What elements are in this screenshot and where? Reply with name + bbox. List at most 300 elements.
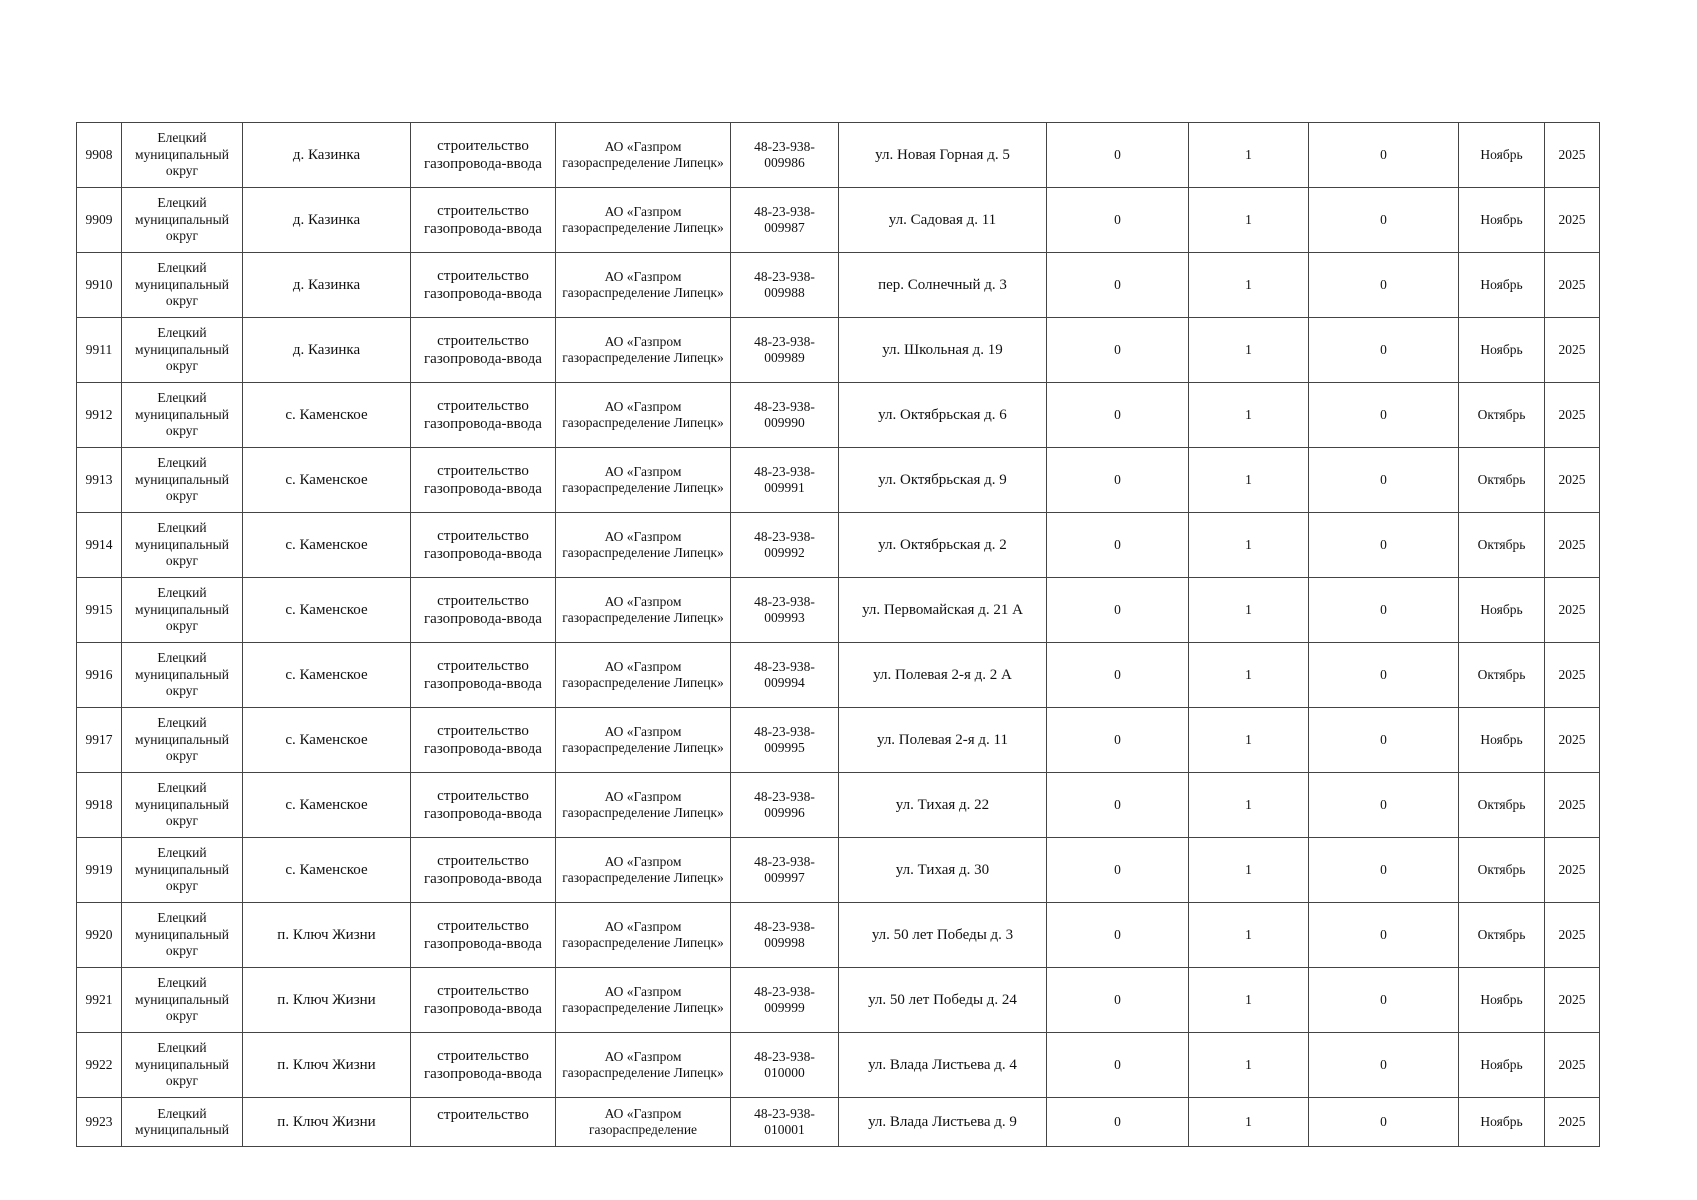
cell-value-2: [1189, 708, 1309, 773]
cell-value-2-text: 1: [1245, 536, 1252, 552]
cell-work-type-text: строительство газопровода-ввода: [424, 528, 542, 562]
cell-work-type-text: строительство газопровода-ввода: [424, 658, 542, 692]
cell-year: [1545, 773, 1600, 838]
cell-year-text: 2025: [1558, 146, 1586, 162]
cell-month-text: Ноябрь: [1480, 211, 1523, 227]
cell-district: [122, 643, 243, 708]
table-row: [77, 513, 1600, 578]
cell-value-3: [1309, 773, 1459, 838]
cell-object-code-text: 48-23-938-009996: [754, 788, 815, 820]
cell-address: [839, 253, 1047, 318]
cell-value-1: [1047, 513, 1189, 578]
cell-district: [122, 383, 243, 448]
cell-district-text: Елецкий муниципальный округ: [135, 650, 229, 699]
cell-object-code: [731, 578, 839, 643]
cell-value-3-text: 0: [1380, 601, 1387, 617]
cell-district-text: Елецкий муниципальный округ: [135, 390, 229, 439]
cell-row-number-text: 9909: [85, 211, 113, 227]
cell-row-number-text: 9921: [85, 991, 113, 1007]
cell-year-text: 2025: [1558, 406, 1586, 422]
cell-row-number-text: 9919: [85, 861, 113, 877]
cell-value-1: [1047, 123, 1189, 188]
table-row: [77, 643, 1600, 708]
cell-year: [1545, 253, 1600, 318]
cell-object-code-text: 48-23-938-009992: [754, 528, 815, 560]
cell-year-text: 2025: [1558, 1056, 1586, 1072]
cell-district-text: Елецкий муниципальный округ: [135, 585, 229, 634]
cell-locality-text: д. Казинка: [292, 147, 361, 163]
cell-work-type-text: строительство: [437, 1106, 529, 1123]
cell-row-number: [77, 838, 122, 903]
cell-locality-text: п. Ключ Жизни: [277, 1114, 376, 1130]
cell-value-2-text: 1: [1245, 341, 1252, 357]
cell-value-3: [1309, 318, 1459, 383]
cell-row-number: [77, 188, 122, 253]
cell-value-2-text: 1: [1245, 991, 1252, 1007]
cell-month: [1459, 253, 1545, 318]
cell-organization: [556, 513, 731, 578]
table-row: [77, 123, 1600, 188]
cell-object-code: [731, 643, 839, 708]
cell-row-number: [77, 1033, 122, 1098]
cell-organization-text: АО «Газпром газораспределение Липецк»: [562, 658, 724, 690]
cell-locality: [243, 1033, 411, 1098]
cell-object-code-text: 48-23-938-010001: [754, 1105, 815, 1137]
cell-value-2: [1189, 318, 1309, 383]
cell-value-3: [1309, 968, 1459, 1033]
cell-address-text: ул. Первомайская д. 21 А: [862, 602, 1023, 618]
cell-value-1-text: 0: [1114, 406, 1121, 422]
cell-work-type: [411, 1098, 556, 1147]
cell-work-type: [411, 448, 556, 513]
cell-address-text: ул. Влада Листьева д. 9: [868, 1114, 1017, 1130]
cell-organization: [556, 448, 731, 513]
cell-object-code-text: 48-23-938-009994: [754, 658, 815, 690]
cell-value-3-text: 0: [1380, 666, 1387, 682]
cell-value-1-text: 0: [1114, 146, 1121, 162]
cell-work-type: [411, 578, 556, 643]
cell-value-2-text: 1: [1245, 731, 1252, 747]
cell-year-text: 2025: [1558, 1113, 1586, 1129]
cell-locality-text: с. Каменское: [285, 732, 368, 748]
cell-value-3: [1309, 643, 1459, 708]
cell-month-text: Октябрь: [1477, 536, 1526, 552]
cell-value-2: [1189, 578, 1309, 643]
cell-row-number: [77, 903, 122, 968]
cell-row-number-text: 9911: [85, 341, 113, 357]
cell-value-2: [1189, 643, 1309, 708]
cell-row-number: [77, 318, 122, 383]
cell-row-number: [77, 773, 122, 838]
cell-row-number: [77, 513, 122, 578]
cell-organization: [556, 1098, 731, 1147]
cell-locality: [243, 578, 411, 643]
cell-object-code: [731, 773, 839, 838]
cell-year-text: 2025: [1558, 341, 1586, 357]
cell-value-1-text: 0: [1114, 536, 1121, 552]
cell-row-number: [77, 1098, 122, 1147]
cell-district: [122, 123, 243, 188]
cell-value-2: [1189, 1098, 1309, 1147]
cell-work-type: [411, 968, 556, 1033]
cell-value-3: [1309, 513, 1459, 578]
cell-organization: [556, 318, 731, 383]
cell-locality-text: п. Ключ Жизни: [277, 1057, 376, 1073]
cell-value-2-text: 1: [1245, 471, 1252, 487]
cell-month-text: Ноябрь: [1480, 731, 1523, 747]
cell-value-2-text: 1: [1245, 796, 1252, 812]
cell-row-number-text: 9908: [85, 146, 113, 162]
cell-address-text: ул. Октябрьская д. 6: [878, 407, 1007, 423]
records-table: [76, 122, 1600, 1147]
cell-address: [839, 1098, 1047, 1147]
cell-work-type: [411, 318, 556, 383]
cell-value-1: [1047, 1098, 1189, 1147]
cell-value-2-text: 1: [1245, 276, 1252, 292]
cell-district-text: Елецкий муниципальный округ: [135, 130, 229, 179]
cell-value-3: [1309, 123, 1459, 188]
cell-address: [839, 578, 1047, 643]
cell-value-1: [1047, 643, 1189, 708]
cell-value-3-text: 0: [1380, 796, 1387, 812]
cell-value-3-text: 0: [1380, 1113, 1387, 1129]
cell-work-type-text: строительство газопровода-ввода: [424, 788, 542, 822]
cell-value-2-text: 1: [1245, 861, 1252, 877]
cell-month-text: Ноябрь: [1480, 1056, 1523, 1072]
records-table-body: [77, 123, 1600, 1147]
cell-value-3-text: 0: [1380, 211, 1387, 227]
cell-year-text: 2025: [1558, 276, 1586, 292]
cell-value-2: [1189, 903, 1309, 968]
cell-year-text: 2025: [1558, 926, 1586, 942]
cell-value-3-text: 0: [1380, 536, 1387, 552]
cell-year: [1545, 318, 1600, 383]
cell-year-text: 2025: [1558, 796, 1586, 812]
cell-row-number: [77, 643, 122, 708]
cell-district-text: Елецкий муниципальный округ: [135, 845, 229, 894]
cell-year-text: 2025: [1558, 991, 1586, 1007]
cell-month: [1459, 1098, 1545, 1147]
cell-value-1-text: 0: [1114, 731, 1121, 747]
cell-year-text: 2025: [1558, 861, 1586, 877]
cell-value-1-text: 0: [1114, 991, 1121, 1007]
cell-month-text: Ноябрь: [1480, 146, 1523, 162]
cell-row-number-text: 9912: [85, 406, 113, 422]
cell-value-1: [1047, 1033, 1189, 1098]
cell-object-code-text: 48-23-938-009999: [754, 983, 815, 1015]
cell-organization-text: АО «Газпром газораспределение: [588, 1105, 698, 1137]
cell-district: [122, 448, 243, 513]
table-row: [77, 448, 1600, 513]
cell-locality: [243, 968, 411, 1033]
cell-address-text: ул. Садовая д. 11: [888, 212, 997, 228]
cell-address-text: ул. Полевая 2-я д. 11: [876, 732, 1008, 748]
cell-object-code: [731, 318, 839, 383]
cell-locality: [243, 1098, 411, 1147]
cell-row-number-text: 9910: [85, 276, 113, 292]
cell-locality-text: с. Каменское: [285, 472, 368, 488]
cell-object-code-text: 48-23-938-009987: [754, 203, 815, 235]
cell-row-number: [77, 708, 122, 773]
cell-address-text: ул. Октябрьская д. 9: [878, 472, 1007, 488]
cell-organization: [556, 773, 731, 838]
cell-locality: [243, 383, 411, 448]
cell-district-text: Елецкий муниципальный округ: [135, 455, 229, 504]
cell-district: [122, 1033, 243, 1098]
cell-address: [839, 773, 1047, 838]
cell-address-text: ул. Полевая 2-я д. 2 А: [873, 667, 1012, 683]
cell-value-1-text: 0: [1114, 211, 1121, 227]
cell-district: [122, 968, 243, 1033]
cell-row-number-text: 9922: [85, 1056, 113, 1072]
cell-value-2: [1189, 253, 1309, 318]
cell-organization-text: АО «Газпром газораспределение Липецк»: [562, 593, 724, 625]
cell-organization: [556, 903, 731, 968]
cell-value-3: [1309, 188, 1459, 253]
cell-year-text: 2025: [1558, 601, 1586, 617]
cell-address: [839, 968, 1047, 1033]
cell-organization-text: АО «Газпром газораспределение Липецк»: [562, 138, 724, 170]
cell-locality: [243, 318, 411, 383]
cell-work-type: [411, 838, 556, 903]
cell-address: [839, 708, 1047, 773]
cell-value-3-text: 0: [1380, 991, 1387, 1007]
cell-work-type: [411, 1033, 556, 1098]
cell-month-text: Октябрь: [1477, 406, 1526, 422]
cell-value-3-text: 0: [1380, 406, 1387, 422]
cell-locality-text: д. Казинка: [292, 277, 361, 293]
cell-value-2: [1189, 383, 1309, 448]
cell-value-1: [1047, 838, 1189, 903]
cell-month: [1459, 903, 1545, 968]
cell-locality: [243, 448, 411, 513]
cell-address: [839, 318, 1047, 383]
cell-year: [1545, 383, 1600, 448]
table-row: [77, 1098, 1600, 1147]
table-row: [77, 903, 1600, 968]
cell-value-1: [1047, 383, 1189, 448]
cell-object-code-text: 48-23-938-009998: [754, 918, 815, 950]
cell-work-type: [411, 253, 556, 318]
cell-work-type: [411, 708, 556, 773]
cell-organization-text: АО «Газпром газораспределение Липецк»: [562, 918, 724, 950]
cell-value-2: [1189, 1033, 1309, 1098]
table-row: [77, 578, 1600, 643]
cell-work-type-text: строительство газопровода-ввода: [424, 853, 542, 887]
cell-locality: [243, 708, 411, 773]
cell-address: [839, 1033, 1047, 1098]
cell-locality: [243, 188, 411, 253]
cell-object-code-text: 48-23-938-009988: [754, 268, 815, 300]
cell-row-number: [77, 968, 122, 1033]
cell-value-3-text: 0: [1380, 341, 1387, 357]
table-row: [77, 968, 1600, 1033]
cell-month: [1459, 708, 1545, 773]
cell-row-number: [77, 123, 122, 188]
cell-object-code-text: 48-23-938-009997: [754, 853, 815, 885]
cell-value-3: [1309, 448, 1459, 513]
cell-address-text: ул. 50 лет Победы д. 24: [868, 992, 1017, 1008]
cell-month-text: Ноябрь: [1480, 1113, 1523, 1129]
cell-value-1-text: 0: [1114, 341, 1121, 357]
cell-locality: [243, 643, 411, 708]
cell-object-code: [731, 903, 839, 968]
cell-value-2-text: 1: [1245, 146, 1252, 162]
cell-district: [122, 1098, 243, 1147]
cell-work-type: [411, 643, 556, 708]
cell-month: [1459, 123, 1545, 188]
cell-value-3: [1309, 253, 1459, 318]
cell-value-1-text: 0: [1114, 276, 1121, 292]
cell-month: [1459, 383, 1545, 448]
cell-month: [1459, 448, 1545, 513]
cell-value-2-text: 1: [1245, 601, 1252, 617]
cell-district: [122, 903, 243, 968]
cell-value-2: [1189, 773, 1309, 838]
cell-address: [839, 903, 1047, 968]
cell-value-1-text: 0: [1114, 471, 1121, 487]
cell-organization-text: АО «Газпром газораспределение Липецк»: [562, 528, 724, 560]
cell-value-1: [1047, 903, 1189, 968]
cell-address-text: ул. Октябрьская д. 2: [878, 537, 1007, 553]
cell-organization: [556, 123, 731, 188]
cell-row-number: [77, 578, 122, 643]
cell-organization-text: АО «Газпром газораспределение Липецк»: [562, 463, 724, 495]
cell-organization-text: АО «Газпром газораспределение Липецк»: [562, 398, 724, 430]
cell-year: [1545, 1098, 1600, 1147]
cell-district: [122, 318, 243, 383]
cell-row-number: [77, 383, 122, 448]
cell-organization: [556, 253, 731, 318]
cell-year: [1545, 643, 1600, 708]
cell-object-code-text: 48-23-938-009991: [754, 463, 815, 495]
cell-month: [1459, 318, 1545, 383]
cell-organization-text: АО «Газпром газораспределение Липецк»: [562, 1048, 724, 1080]
cell-row-number-text: 9914: [85, 536, 113, 552]
cell-row-number-text: 9915: [85, 601, 113, 617]
cell-value-3: [1309, 383, 1459, 448]
cell-work-type-text: строительство газопровода-ввода: [424, 138, 542, 172]
cell-value-2: [1189, 123, 1309, 188]
cell-organization: [556, 838, 731, 903]
cell-work-type-text: строительство газопровода-ввода: [424, 918, 542, 952]
cell-value-2-text: 1: [1245, 926, 1252, 942]
cell-value-1-text: 0: [1114, 1056, 1121, 1072]
cell-month: [1459, 773, 1545, 838]
cell-value-1: [1047, 773, 1189, 838]
cell-organization-text: АО «Газпром газораспределение Липецк»: [562, 203, 724, 235]
cell-value-1-text: 0: [1114, 796, 1121, 812]
cell-organization: [556, 968, 731, 1033]
cell-locality: [243, 513, 411, 578]
table-row: [77, 1033, 1600, 1098]
table-row: [77, 708, 1600, 773]
cell-organization-text: АО «Газпром газораспределение Липецк»: [562, 788, 724, 820]
cell-value-3-text: 0: [1380, 146, 1387, 162]
cell-address-text: ул. Тихая д. 22: [895, 797, 990, 813]
cell-work-type-text: строительство газопровода-ввода: [424, 463, 542, 497]
cell-object-code: [731, 188, 839, 253]
cell-work-type-text: строительство газопровода-ввода: [424, 398, 542, 432]
cell-work-type: [411, 123, 556, 188]
cell-value-1: [1047, 708, 1189, 773]
cell-year: [1545, 448, 1600, 513]
cell-month-text: Октябрь: [1477, 666, 1526, 682]
cell-value-3-text: 0: [1380, 276, 1387, 292]
cell-value-3: [1309, 578, 1459, 643]
cell-month: [1459, 1033, 1545, 1098]
cell-organization-text: АО «Газпром газораспределение Липецк»: [562, 333, 724, 365]
cell-address: [839, 643, 1047, 708]
cell-month-text: Ноябрь: [1480, 341, 1523, 357]
cell-locality-text: с. Каменское: [285, 407, 368, 423]
cell-value-3: [1309, 838, 1459, 903]
cell-district: [122, 188, 243, 253]
cell-value-2: [1189, 968, 1309, 1033]
cell-locality-text: д. Казинка: [292, 212, 361, 228]
cell-object-code: [731, 448, 839, 513]
table-row: [77, 188, 1600, 253]
cell-value-1-text: 0: [1114, 1113, 1121, 1129]
cell-organization: [556, 1033, 731, 1098]
cell-row-number-text: 9918: [85, 796, 113, 812]
cell-address: [839, 513, 1047, 578]
cell-value-3-text: 0: [1380, 1056, 1387, 1072]
cell-locality-text: п. Ключ Жизни: [277, 992, 376, 1008]
cell-object-code-text: 48-23-938-009993: [754, 593, 815, 625]
cell-value-3-text: 0: [1380, 471, 1387, 487]
cell-district: [122, 578, 243, 643]
cell-month-text: Ноябрь: [1480, 991, 1523, 1007]
cell-work-type-text: строительство газопровода-ввода: [424, 983, 542, 1017]
cell-work-type-text: строительство газопровода-ввода: [424, 203, 542, 237]
cell-locality-text: с. Каменское: [285, 537, 368, 553]
cell-organization: [556, 383, 731, 448]
table-row: [77, 253, 1600, 318]
cell-locality-text: с. Каменское: [285, 667, 368, 683]
cell-value-3-text: 0: [1380, 731, 1387, 747]
cell-month: [1459, 578, 1545, 643]
cell-locality-text: с. Каменское: [285, 862, 368, 878]
cell-value-1: [1047, 253, 1189, 318]
cell-year: [1545, 1033, 1600, 1098]
cell-month: [1459, 968, 1545, 1033]
cell-object-code: [731, 383, 839, 448]
cell-year-text: 2025: [1558, 471, 1586, 487]
cell-row-number-text: 9913: [85, 471, 113, 487]
cell-work-type: [411, 513, 556, 578]
cell-month-text: Ноябрь: [1480, 276, 1523, 292]
cell-locality-text: с. Каменское: [285, 797, 368, 813]
cell-value-1-text: 0: [1114, 861, 1121, 877]
cell-address: [839, 188, 1047, 253]
cell-district-text: Елецкий муниципальный округ: [135, 780, 229, 829]
cell-value-1: [1047, 318, 1189, 383]
cell-year-text: 2025: [1558, 731, 1586, 747]
cell-work-type-text: строительство газопровода-ввода: [424, 1048, 542, 1082]
cell-year: [1545, 838, 1600, 903]
cell-work-type-text: строительство газопровода-ввода: [424, 593, 542, 627]
cell-year-text: 2025: [1558, 211, 1586, 227]
cell-locality: [243, 123, 411, 188]
cell-object-code: [731, 513, 839, 578]
cell-row-number-text: 9923: [85, 1113, 113, 1129]
cell-address: [839, 383, 1047, 448]
cell-address: [839, 838, 1047, 903]
cell-year: [1545, 708, 1600, 773]
cell-address-text: ул. Школьная д. 19: [882, 342, 1003, 358]
cell-year-text: 2025: [1558, 536, 1586, 552]
